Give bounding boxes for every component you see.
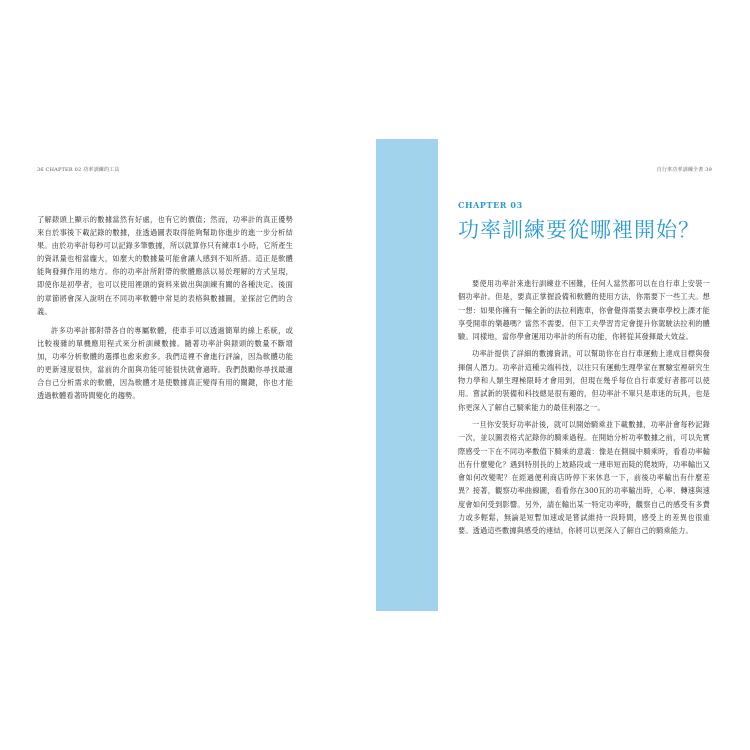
chapter-label: CHAPTER 03 [458,200,523,210]
left-running-head: 36 CHAPTER 02 功率訓練的工具 [37,167,120,173]
decorative-stripe [376,139,438,611]
right-paragraph-2: 功率計提供了詳細的數據資訊，可以幫助你在自行車運動上達成目標與發揮個人潛力。功率計這種尖端科技，以往只有運動生理學家在實驗室裡研究生物力學和人類生理極限時才會用到，但現在幾乎每位自行車愛好者都可以使用。嘗試新的裝備和科技總是很有趣的，但功率計不單只是車迷的玩具，也是你更深入了解自己騎乘能力的最佳利器之一。 [458,349,710,412]
right-paragraph-3: 一旦你安裝好功率計後，就可以開始騎乘並下載數據，功率計會每秒記錄一次，並以圖表格式記錄你的騎乘過程。在開始分析功率數據之前，可以先實際感受一下在不同功率數值下騎乘的意義：像是在側風中騎乘時，看看功率輸出有什麼變化？遇到特別長的上坡路段或一連串短而陡的爬坡時，功率輸出又會如何改變呢？在經過便利商店時停下來休息一下，前後功率輸出有什麼差異？接著，觀察功率曲線圖，看看你在300瓦的功率輸出時，心率、轉速與速度會如何受到影響。另外，請在輸出某一特定功率時，觀察自己的感受有多費力或多輕鬆，無論是短暫加速或是嘗試維持一段時間，感受上的差異也很重要。透過這些數據與感受的連結，你將可以更深入了解自己的騎乘能力。 [458,419,710,536]
right-page-body [458,200,710,538]
right-running-head: 自行車功率訓練全書 39 [656,167,712,173]
right-paragraph-1: 要使用功率計來進行訓練並不困難，任何人當然都可以在自行車上安裝一個功率計。但是，要真正掌握設備和軟體的使用方法，你需要下一些工夫。想一想：如果你擁有一輛全新的法拉利跑車，你會覺得需要去賽車學校上課才能享受開車的樂趣嗎？當然不需要。但下工夫學習肯定會提升你駕駛法拉利的體驗。同樣地，當你學會運用功率計的所有功能，你將從其發揮最大效益。 [458,279,710,342]
left-page-body [37,213,293,402]
left-paragraph-2: 許多功率計都附帶各自的專屬軟體，使車手可以透過簡單的線上系統，或比較複雜的單機應用程式來分析訓練數據。隨著功率計與錶頭的數量不斷增加，功率分析軟體的選擇也愈來愈多。我們這裡不會進行評論，因為軟體功能的更新速度很快，當前的介面與功能可能很快就會過時。我們鼓勵你尋找最適合自己分析需求的軟體，因為軟體才是使數據真正變得有用的關鍵，你也才能透過軟體看著時間變化的趨勢。 [37,325,293,401]
left-paragraph-1: 了解錶頭上顯示的數據當然有好處，也有它的價值；然而，功率計的真正優勢來自於事後下載記錄的數據，並透過圖表取得能夠幫助你進步的進一步分析結果。由於功率計每秒可以記錄多筆數據，所以就算你只有練車1小時，它所產生的資訊量也相當龐大，如麼大的數據量可能會讓人感到不知所措。這正是軟體能夠發揮作用的地方。你的功率計所附帶的軟體應該以易於理解的方式呈現，即使你是初學者，也可以使用裡頭的資料來做出與訓練有關的各種決定。後面的章節將會深入說明在不同功率軟體中常見的表格與數據圖，並探討它們的含義。 [37,215,293,316]
chapter-title: 功率訓練要從哪裡開始？ [458,218,700,242]
